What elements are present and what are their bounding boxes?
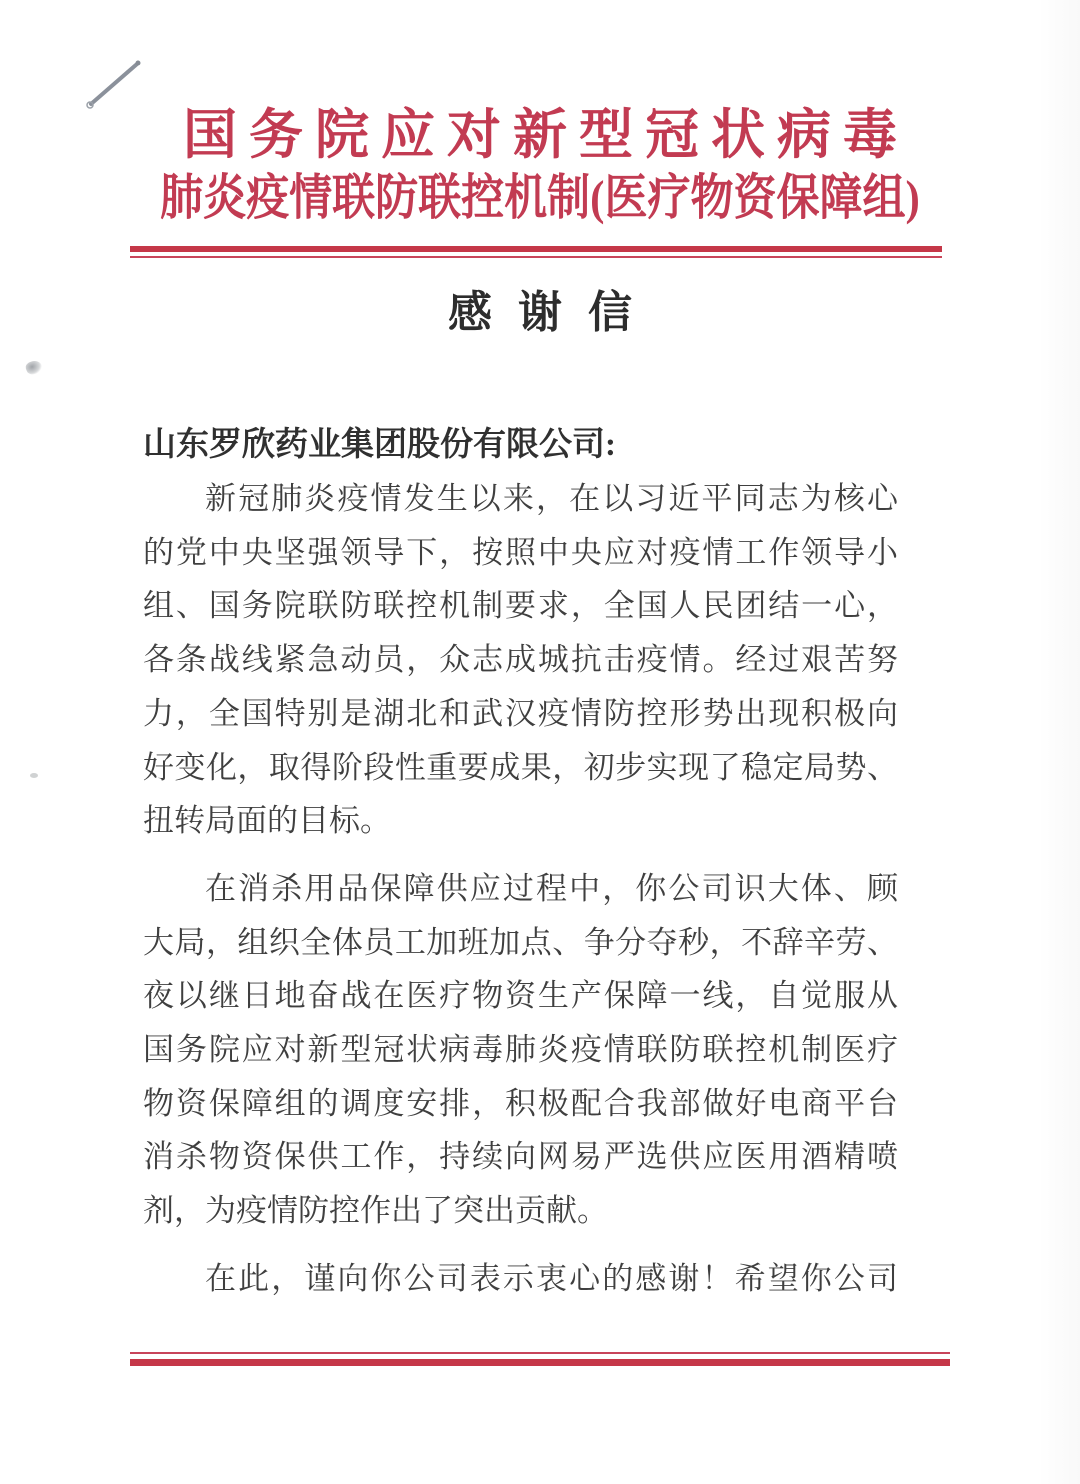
body-line: 在消杀用品保障供应过程中，你公司识大体、顾 <box>205 870 898 906</box>
letterhead-org-name-line2: 肺炎疫情联防联控机制(医疗物资保障组) <box>160 172 920 226</box>
body-line: 夜以继日地奋战在医疗物资生产保障一线，自觉服从 <box>143 978 898 1014</box>
body-paragraph <box>143 472 898 848</box>
body-line: 国务院应对新型冠状病毒肺炎疫情联防联控机制医疗 <box>143 1032 898 1068</box>
footer-double-rule <box>130 1352 950 1366</box>
body-line: 力，全国特别是湖北和武汉疫情防控形势出现积极向 <box>143 695 898 731</box>
body-line: 组、国务院联防联控机制要求，全国人民团结一心， <box>143 588 898 624</box>
letter-content <box>143 424 898 1306</box>
letter-title: 感谢信 <box>448 288 658 337</box>
body-line: 大局，组织全体员工加班加点、争分夺秒，不辞辛劳、 <box>143 924 898 960</box>
body-line: 的党中央坚强领导下，按照中央应对疫情工作领导小 <box>143 534 898 570</box>
scan-smudge-artifact <box>24 359 43 377</box>
body-line: 扭转局面的目标。 <box>143 803 391 839</box>
body-line: 各条战线紧急动员，众志成城抗击疫情。经过艰苦努 <box>143 642 898 678</box>
letter-body <box>143 472 898 1306</box>
letterhead <box>0 0 1080 226</box>
scan-dot-artifact <box>30 773 38 778</box>
body-line: 消杀物资保供工作，持续向网易严选供应医用酒精喷 <box>143 1139 898 1175</box>
rule-thin-line <box>130 256 942 258</box>
letterhead-org-name-line1: 国务院应对新型冠状病毒 <box>183 105 909 165</box>
body-paragraph <box>143 862 898 1238</box>
body-line: 好变化，取得阶段性重要成果，初步实现了稳定局势、 <box>143 749 898 785</box>
body-line: 新冠肺炎疫情发生以来，在以习近平同志为核心 <box>205 481 898 516</box>
body-line: 剂，为疫情防控作出了突出贡献。 <box>143 1193 608 1229</box>
body-line: 在此，谨向你公司表示衷心的感谢！希望你公司 <box>205 1260 898 1296</box>
pen-mark-artifact <box>70 45 160 125</box>
body-paragraph <box>143 1252 898 1306</box>
letterhead-double-rule <box>130 246 942 258</box>
rule-thick-line <box>130 1359 950 1366</box>
salutation: 山东罗欣药业集团股份有限公司: <box>143 427 616 463</box>
body-line: 物资保障组的调度安排，积极配合我部做好电商平台 <box>143 1085 898 1121</box>
